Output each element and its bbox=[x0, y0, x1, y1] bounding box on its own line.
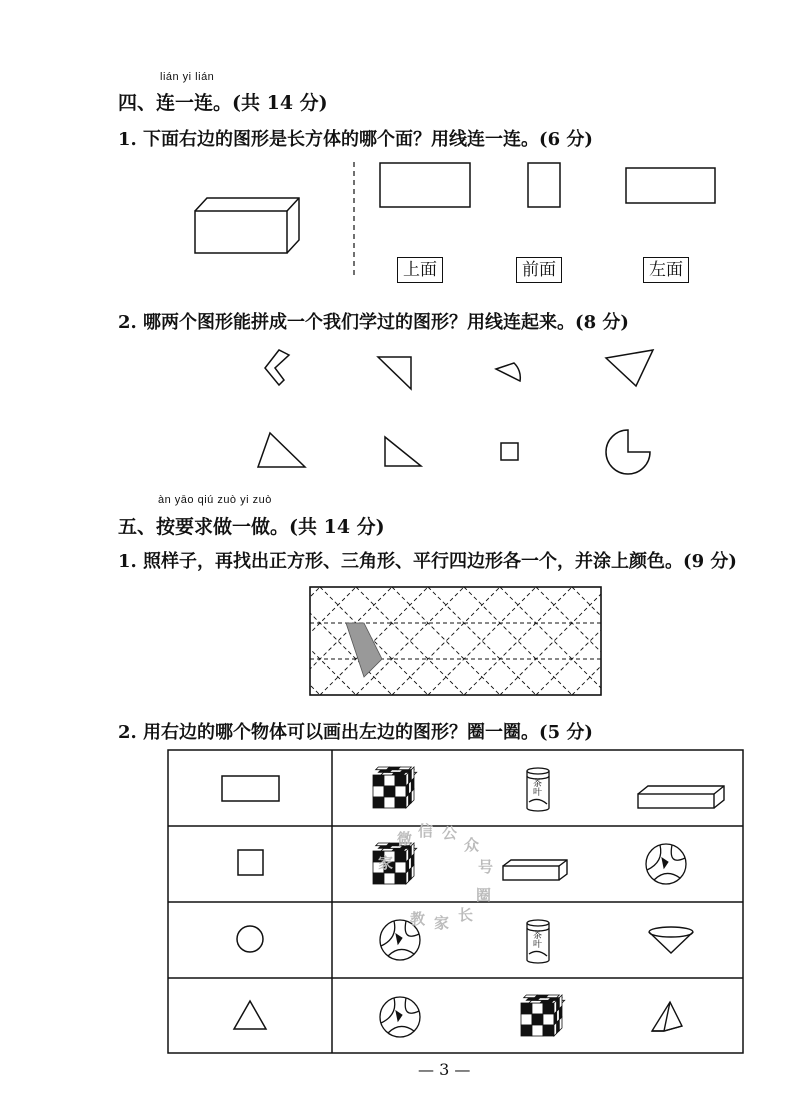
small-square-shape bbox=[501, 443, 518, 460]
section4-question2: 2. 哪两个图形能拼成一个我们学过的图形？用线连起来。(8 分) bbox=[118, 312, 629, 333]
row2-ball bbox=[646, 844, 686, 884]
row3-can-label: 茶叶 bbox=[531, 930, 541, 948]
shaded-example-parallelogram bbox=[346, 623, 382, 677]
watermark-char: 教 bbox=[410, 910, 426, 928]
watermark-char: 众 bbox=[464, 836, 480, 854]
row3-circle bbox=[237, 926, 263, 952]
row1-magic-cube bbox=[373, 767, 417, 808]
watermark-char: 家 bbox=[434, 914, 450, 932]
row4-triangular-prism bbox=[652, 1002, 682, 1031]
label-left-face: 左面 bbox=[643, 257, 689, 283]
page-number: — 3 — bbox=[418, 1060, 471, 1079]
row4-magic-cube bbox=[521, 995, 565, 1036]
dot-grid-figure bbox=[0, 587, 800, 695]
watermark-char: 家 bbox=[378, 854, 394, 872]
label-top-face: 上面 bbox=[397, 257, 443, 283]
row1-rectangle bbox=[222, 776, 279, 801]
triangle-shape-4 bbox=[385, 437, 421, 466]
triangle-shape-3 bbox=[258, 433, 305, 467]
three-quarter-circle-shape bbox=[606, 430, 650, 474]
section5-heading: 五、按要求做一做。(共 14 分) bbox=[118, 516, 385, 538]
watermark-char: 微 bbox=[397, 830, 413, 848]
row2-cuboid bbox=[503, 860, 567, 880]
section4-heading: 四、连一连。(共 14 分) bbox=[118, 92, 328, 114]
section5-pinyin: àn yāo qiú zuò yi zuò bbox=[158, 494, 272, 506]
watermark-char: 公 bbox=[442, 824, 458, 842]
triangle-shape-2 bbox=[606, 350, 653, 386]
sector-shape bbox=[496, 363, 520, 381]
watermark-char: 号 bbox=[478, 858, 494, 876]
cuboid-figure bbox=[195, 198, 299, 253]
row1-cuboid bbox=[638, 786, 724, 808]
row2-square bbox=[238, 850, 263, 875]
watermark-char: 信 bbox=[418, 822, 434, 840]
watermark-char: 圈 bbox=[476, 886, 492, 904]
watermark-char: 长 bbox=[458, 906, 474, 924]
section4-pinyin: lián yi lián bbox=[160, 71, 215, 83]
chevron-shape bbox=[265, 350, 289, 385]
row4-triangle bbox=[234, 1001, 266, 1029]
row1-can-label: 茶叶 bbox=[531, 778, 541, 796]
label-front-face: 前面 bbox=[516, 257, 562, 283]
triangle-shape-1 bbox=[378, 357, 411, 389]
face-long-rect bbox=[626, 168, 715, 203]
face-wide-rect bbox=[380, 163, 470, 207]
section5-question1: 1. 照样子，再找出正方形、三角形、平行四边形各一个，并涂上颜色。(9 分) bbox=[118, 551, 737, 572]
row4-ball bbox=[380, 997, 420, 1037]
face-tall-rect bbox=[528, 163, 560, 207]
section5-question2: 2. 用右边的哪个物体可以画出左边的图形？圈一圈。(5 分) bbox=[118, 722, 593, 743]
row3-cone bbox=[649, 927, 693, 953]
section4-question1: 1. 下面右边的图形是长方体的哪个面？用线连一连。(6 分) bbox=[118, 129, 593, 150]
